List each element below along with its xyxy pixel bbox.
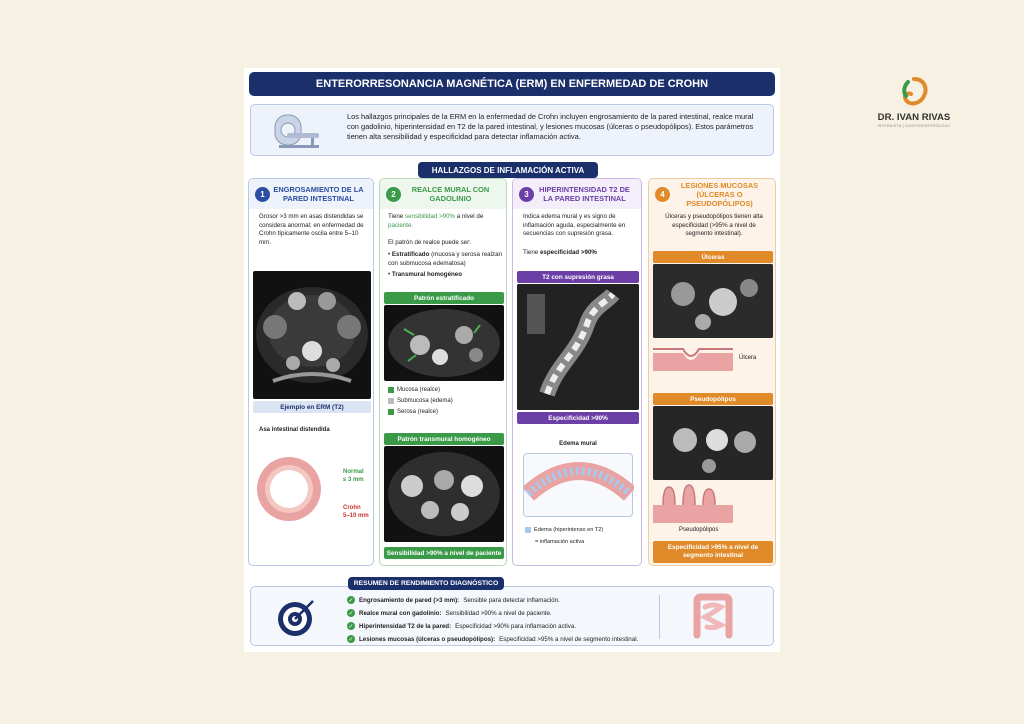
legend-label: Edema (hiperintenso en T2) [534,527,604,533]
column-t2 [512,178,642,566]
legend-label: Submucosa (edema) [397,398,453,404]
pseudopolyp-label: Pseudopólipos [679,527,719,533]
summary-item [347,635,638,643]
diagram-title: Edema mural [559,441,597,447]
intestine-icon [687,591,739,643]
summary-bold: Lesiones mucosas (úlceras o pseudopólipos): [359,635,496,643]
summary-item [347,609,552,617]
normal-value: ≤ 3 mm [343,477,364,483]
bullet-title: Transmural homogéneo [391,271,463,278]
summary-bold: Engrosamiento de pared (>3 mm): [359,596,460,604]
target-icon [275,597,319,637]
footer-band: Especificidad >95% a nivel de segmento intestinal [653,541,773,563]
mri-scanner-icon [273,113,321,151]
logo [868,76,960,132]
footer-band: Sensibilidad >90% a nivel de paciente [384,547,504,559]
text-part: sensibilidad [404,213,438,220]
mri-image [653,264,773,338]
spec-band: Especificidad >90% [517,412,639,424]
logo-subtitle: INTERNISTA | GASTROENTERÓLOGO [877,124,951,128]
column-header [249,179,373,209]
bullet-transmural: • Transmural homogéneo [388,271,463,278]
legend-note: = inflamación activa [535,539,585,545]
column-wall-thickening [248,178,374,566]
summary-text: Sensibilidad >90% a nivel de paciente. [445,609,552,617]
column-header [380,179,506,209]
pseudopolyp-diagram [653,483,733,523]
pseudopolyp-band: Pseudopólipos [653,393,773,405]
check-icon: ✓ [348,610,354,617]
divider [659,595,660,639]
summary-bold: Hiperintensidad T2 de la pared: [359,622,452,630]
column-header [649,179,775,209]
page-title: ENTERORRESONANCIA MAGNÉTICA (ERM) EN ENFERMEDAD DE CROHN [249,72,775,96]
summary-box [250,586,774,646]
pattern-band: Patrón transmural homogéneo [384,433,504,445]
text-part: a nivel de [456,213,484,220]
poster [244,68,780,652]
stomach-logo-icon [894,76,934,112]
diagram-title: Asa intestinal distendida [259,427,330,433]
column-title: REALCE MURAL CON GADOLINIO [411,185,490,203]
check-icon: ✓ [348,636,354,643]
legend-item [525,527,603,533]
column-title: LESIONES MUCOSAS (ÚLCERAS O PSEUDOPÓLIPOS) [680,180,759,208]
column-mucosal-lesions [648,178,776,566]
section-title: HALLAZGOS DE INFLAMACIÓN ACTIVA [418,162,598,178]
number-badge: 3 [519,187,534,202]
number-badge: 1 [255,187,270,202]
legend-item [388,398,453,404]
column-header [513,179,641,209]
spec-text [523,249,635,258]
legend-item [388,409,438,415]
summary-text: Especificidad >90% para inflamación activa. [455,622,577,630]
legend-label: Serosa (realce) [397,409,439,415]
text-part: paciente. [388,221,414,229]
intro-box [250,104,774,156]
ulcer-band: Úlceras [653,251,773,263]
text-part: >90% [439,213,456,220]
legend-label: Mucosa (realce) [397,387,441,393]
summary-bold: Realce mural con gadolinio: [359,609,442,617]
summary-item [347,596,560,604]
column-gadolinium [379,178,507,566]
column-title: HIPERINTENSIDAD T2 DE LA PARED INTESTINAL [539,185,630,203]
legend-item [388,387,440,393]
normal-label: Normal [343,469,364,475]
bullet-title: Estratificado [391,251,430,258]
t2-band: T2 con supresión grasa [517,271,639,283]
crohn-value: 5–10 mm [343,513,369,519]
bullet-text: (mucosa y serosa realzan con submucosa edematosa) [388,251,502,267]
summary-text: Especificidad >95% a nivel de segmento intestinal. [499,635,639,643]
check-icon: ✓ [348,597,354,604]
mri-image [517,284,639,410]
summary-item [347,622,576,630]
ulcer-diagram [653,345,733,371]
summary-text: Sensible para detectar inflamación. [463,596,560,604]
column-text: Grosor >3 mm en asas distendidas se considera anormal; en enfermedad de Crohn típicamente oscila entre 5–10 mm. [259,213,364,246]
check-icon: ✓ [348,623,354,630]
pattern-band: Patrón estratificado [384,292,504,304]
ulcer-label: Úlcera [739,355,757,361]
text-part: especificidad >90% [539,249,597,256]
mri-image [384,305,504,381]
image-caption: Ejemplo en ERM (T2) [253,401,371,413]
intro-text: Los hallazgos principales de la ERM en la enfermedad de Crohn incluyen engrosamiento de la pared intestinal, realce mural con gadolinio, hiperintensidad en T2 de la pared intestinal, y lesiones mucosas (úlceras o pseudopólipos). Estos parámetros tienen alta sensibilidad y especificidad para detectar inflamación activa. [347,112,754,141]
bowel-ring-diagram [255,451,325,527]
crohn-label: Crohn [343,505,361,511]
number-badge: 2 [386,187,401,202]
mri-image [384,446,504,542]
pattern-intro: El patrón de realce puede ser: [388,239,471,246]
edema-diagram [523,453,633,517]
column-text: Indica edema mural y es signo de inflamación aguda, especialmente en secuencias con supresión grasa. [523,213,626,238]
column-title: ENGROSAMIENTO DE LA PARED INTESTINAL [273,185,364,203]
logo-name: DR. IVAN RIVAS [877,112,951,123]
column-text: Úlceras y pseudopólipos tienen alta especificidad (>95% a nivel de segmento intestinal). [665,213,763,238]
number-badge: 4 [655,187,670,202]
column-text [388,213,502,230]
text-part: Tiene [388,213,404,220]
summary-title: RESUMEN DE RENDIMIENTO DIAGNÓSTICO [348,577,504,590]
text-part: Tiene [523,249,539,256]
bullet-stratified: • Estratificado (mucosa y serosa realzan con submucosa edematosa) [388,251,502,267]
mri-image [253,271,371,399]
mri-image [653,406,773,480]
